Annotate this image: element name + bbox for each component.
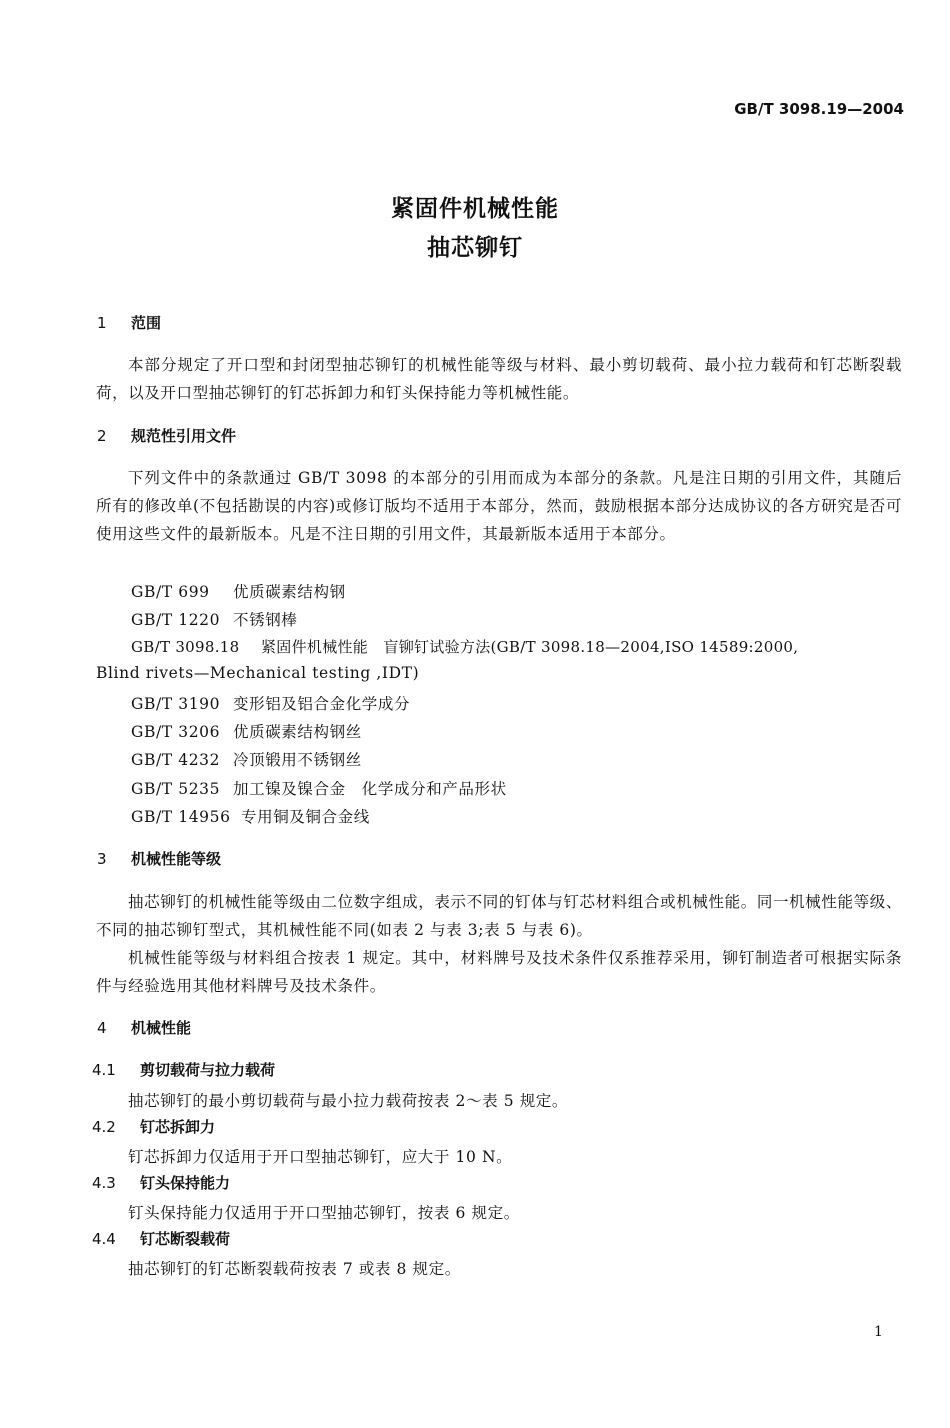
section-3-paragraph-1: 抽芯铆钉的机械性能等级由二位数字组成，表示不同的钉体与钉芯材料组合或机械性能。同一机械性能等级、不同的抽芯铆钉型式，其机械性能不同(如表 2 与表 3;表 5 与表 6)。 — [96, 893, 902, 939]
section-2-heading — [97, 425, 236, 446]
reference-item — [131, 608, 297, 630]
reference-title: 优质碳素结构钢 — [233, 583, 346, 601]
section-4-heading — [97, 1017, 191, 1038]
section-1-paragraph: 本部分规定了开口型和封闭型抽芯铆钉的机械性能等级与材料、最小剪切载荷、最小拉力载荷和钉芯断裂载荷，以及开口型抽芯铆钉的钉芯拆卸力和钉头保持能力等机械性能。 — [96, 356, 902, 402]
reference-item — [131, 748, 362, 770]
reference-title: 不锈钢棒 — [233, 611, 298, 629]
section-title: 规范性引用文件 — [131, 427, 237, 445]
document-title: 紧固件机械性能 — [391, 196, 559, 222]
standard-code: GB/T 3098.19—2004 — [734, 100, 904, 118]
reference-code: GB/T 4232 — [131, 751, 221, 769]
subsection-4-3-text: 钉头保持能力仅适用于开口型抽芯铆钉，按表 6 规定。 — [128, 1204, 520, 1222]
section-number: 4 — [97, 1019, 107, 1037]
reference-title: 加工镍及镍合金 化学成分和产品形状 — [233, 780, 507, 798]
reference-item — [131, 777, 507, 799]
reference-title: 优质碳素结构钢丝 — [233, 723, 362, 741]
page-number: 1 — [874, 1324, 883, 1340]
subsection-number: 4.1 — [92, 1061, 116, 1079]
subsection-4-1-heading — [92, 1059, 275, 1080]
reference-item — [131, 720, 362, 742]
reference-code: GB/T 3206 — [131, 723, 221, 741]
section-title: 机械性能 — [131, 1019, 192, 1037]
reference-title: 变形铝及铝合金化学成分 — [233, 695, 411, 713]
reference-code: GB/T 699 — [131, 583, 210, 601]
subsection-4-2-text: 钉芯拆卸力仅适用于开口型抽芯铆钉，应大于 10 N。 — [128, 1148, 513, 1166]
reference-title: 冷顶锻用不锈钢丝 — [233, 751, 362, 769]
reference-item — [131, 805, 370, 827]
subsection-4-2-heading — [92, 1116, 215, 1137]
section-title: 范围 — [131, 314, 162, 332]
subsection-title: 剪切载荷与拉力载荷 — [140, 1061, 276, 1079]
reference-code: GB/T 3098.18 — [131, 638, 240, 656]
reference-continuation: Blind rivets—Mechanical testing ,IDT) — [96, 664, 420, 682]
subsection-number: 4.4 — [92, 1230, 116, 1248]
reference-code: GB/T 3190 — [131, 695, 221, 713]
subsection-4-4-heading — [92, 1228, 230, 1249]
section-2-paragraph: 下列文件中的条款通过 GB/T 3098 的本部分的引用而成为本部分的条款。凡是注日期的引用文件，其随后所有的修改单(不包括勘误的内容)或修订版均不适用于本部分，然而，鼓励根据本部分达成协议的各方研究是否可使用这些文件的最新版本。凡是不注日期的引用文件，其最新版本适用于本部分。 — [96, 469, 902, 543]
section-number: 1 — [97, 314, 107, 332]
subsection-4-4-text: 抽芯铆钉的钉芯断裂载荷按表 7 或表 8 规定。 — [128, 1260, 461, 1278]
section-3-paragraph-2: 机械性能等级与材料组合按表 1 规定。其中，材料牌号及技术条件仅系推荐采用，铆钉制造者可根据实际条件与经验选用其他材料牌号及技术条件。 — [96, 949, 902, 995]
section-3-heading — [97, 848, 221, 869]
reference-title: 紧固件机械性能 盲铆钉试验方法(GB/T 3098.18—2004,ISO 14589:2000, — [261, 638, 799, 656]
reference-code: GB/T 5235 — [131, 780, 221, 798]
section-number: 2 — [97, 427, 107, 445]
subsection-4-1-text: 抽芯铆钉的最小剪切载荷与最小拉力载荷按表 2～表 5 规定。 — [128, 1092, 569, 1110]
reference-code: GB/T 1220 — [131, 611, 221, 629]
reference-title: 专用铜及铜合金线 — [241, 808, 370, 826]
section-title: 机械性能等级 — [131, 850, 222, 868]
subsection-number: 4.2 — [92, 1118, 116, 1136]
reference-item — [131, 692, 410, 714]
subsection-title: 钉芯断裂载荷 — [140, 1230, 231, 1248]
subsection-4-3-heading — [92, 1172, 230, 1193]
document-subtitle: 抽芯铆钉 — [427, 235, 523, 261]
subsection-number: 4.3 — [92, 1174, 116, 1192]
section-number: 3 — [97, 850, 107, 868]
subsection-title: 钉头保持能力 — [140, 1174, 231, 1192]
reference-code: GB/T 14956 — [131, 808, 231, 826]
section-1-heading — [97, 312, 161, 333]
reference-item — [131, 636, 798, 657]
subsection-title: 钉芯拆卸力 — [140, 1118, 216, 1136]
reference-item — [131, 580, 346, 602]
